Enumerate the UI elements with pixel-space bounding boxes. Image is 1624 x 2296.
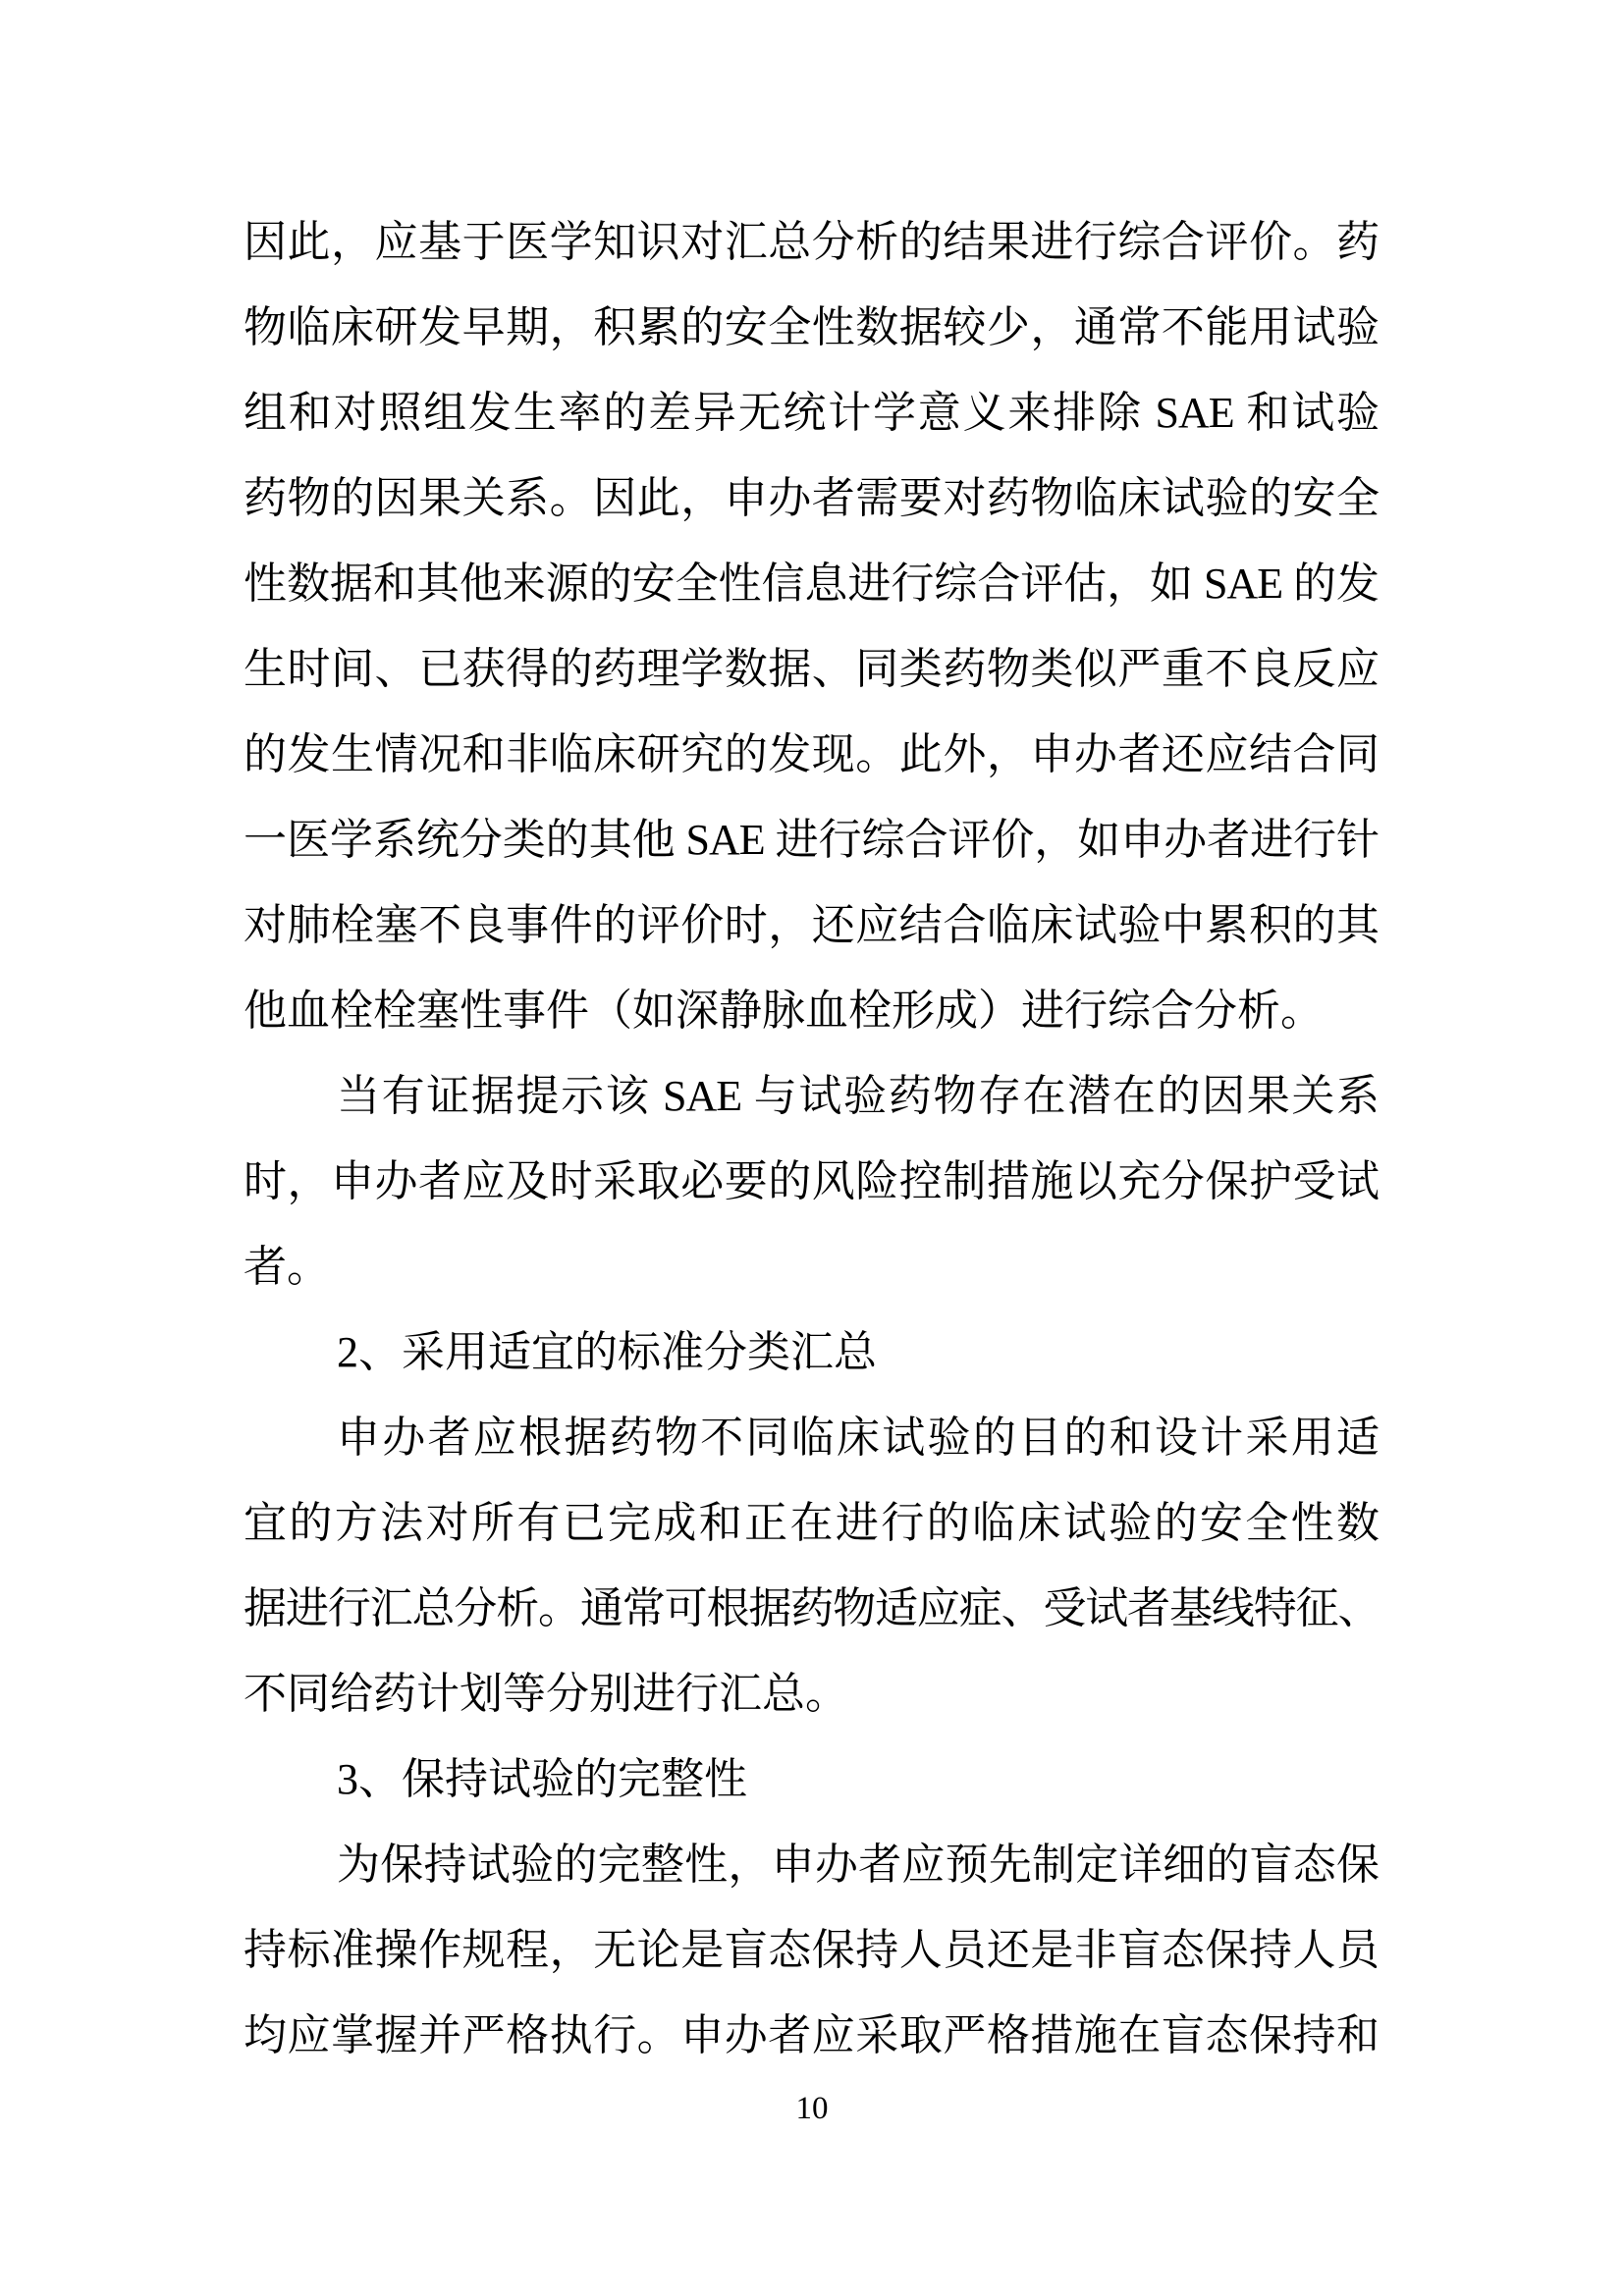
- body-line: 者。: [244, 1243, 330, 1291]
- body-line: 宜的方法对所有已完成和正在进行的临床试验的安全性数: [244, 1499, 1379, 1547]
- body-line: 当有证据提示该 SAE 与试验药物存在潜在的因果关系: [337, 1072, 1379, 1120]
- paragraph: [244, 1736, 1379, 1822]
- body-line: 不同给药计划等分别进行汇总。: [244, 1670, 848, 1718]
- body-line: 因此，应基于医学知识对汇总分析的结果进行综合评价。药: [244, 218, 1379, 266]
- paragraph: [244, 1053, 1379, 1309]
- body-line: 组和对照组发生率的差异无统计学意义来排除 SAE 和试验: [244, 389, 1379, 437]
- body-line: 一医学系统分类的其他 SAE 进行综合评价，如申办者进行针: [244, 816, 1379, 864]
- body-line: 据进行汇总分析。通常可根据药物适应症、受试者基线特征、: [244, 1584, 1379, 1632]
- body-line: 的发生情况和非临床研究的发现。此外，申办者还应结合同: [244, 730, 1379, 778]
- paragraph: [244, 1822, 1379, 2078]
- body-line: 生时间、已获得的药理学数据、同类药物类似严重不良反应: [244, 645, 1379, 693]
- body-line: 申办者应根据药物不同临床试验的目的和设计采用适: [337, 1414, 1379, 1462]
- body-line: 对肺栓塞不良事件的评价时，还应结合临床试验中累积的其: [244, 901, 1379, 949]
- body-line: 性数据和其他来源的安全性信息进行综合评估，如 SAE 的发: [244, 560, 1379, 608]
- paragraph: [244, 1395, 1379, 1736]
- body-line: 药物的因果关系。因此，申办者需要对药物临床试验的安全: [244, 474, 1379, 522]
- body-line: 物临床研发早期，积累的安全性数据较少，通常不能用试验: [244, 303, 1379, 351]
- body-line: 他血栓栓塞性事件（如深静脉血栓形成）进行综合分析。: [244, 987, 1324, 1035]
- body-line: 时，申办者应及时采取必要的风险控制措施以充分保护受试: [244, 1157, 1379, 1205]
- paragraph: [244, 1309, 1379, 1395]
- body-line: 为保持试验的完整性，申办者应预先制定详细的盲态保: [337, 1841, 1379, 1889]
- page-number: 10: [795, 2091, 829, 2126]
- paragraph: [244, 199, 1379, 1053]
- document-body: [244, 199, 1379, 2078]
- page-footer: [0, 2089, 1624, 2128]
- body-line: 持标准操作规程，无论是盲态保持人员还是非盲态保持人员: [244, 1926, 1379, 1974]
- section-heading: 3、保持试验的完整性: [337, 1755, 747, 1803]
- section-heading: 2、采用适宜的标准分类汇总: [337, 1328, 877, 1376]
- body-line: 均应掌握并严格执行。申办者应采取严格措施在盲态保持和: [244, 2011, 1379, 2059]
